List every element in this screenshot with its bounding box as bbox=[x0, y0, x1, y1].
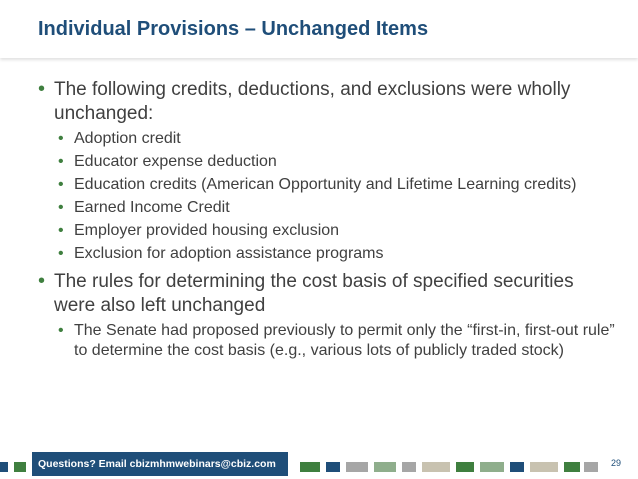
strip-square bbox=[510, 462, 524, 472]
bullet-level2 bbox=[58, 152, 618, 172]
bullet-level2 bbox=[58, 221, 618, 241]
bullet-text: Adoption credit bbox=[74, 130, 181, 147]
strip-square bbox=[564, 462, 580, 472]
strip-square bbox=[326, 462, 340, 472]
bullet-text: Earned Income Credit bbox=[74, 199, 230, 216]
strip-square bbox=[402, 462, 416, 472]
bullet-level2 bbox=[58, 129, 618, 149]
bullet-dot-icon: • bbox=[58, 176, 64, 193]
bullet-text: The Senate had proposed previously to permit only the “first-in, first-out rule” to determine the cost basis (e.g., various lots of publicly traded stock) bbox=[74, 322, 615, 359]
strip-square bbox=[422, 462, 450, 472]
bullet-dot-icon: • bbox=[58, 153, 64, 170]
slide-title: Individual Provisions – Unchanged Items bbox=[38, 18, 429, 40]
bullet-dot-icon: • bbox=[38, 270, 46, 292]
bullet-dot-icon: • bbox=[58, 199, 64, 216]
bullet-dot-icon: • bbox=[58, 245, 64, 262]
bullet-text: Employer provided housing exclusion bbox=[74, 222, 340, 239]
strip-square bbox=[584, 462, 598, 472]
bullet-dot-icon: • bbox=[58, 130, 64, 147]
strip-square bbox=[300, 462, 320, 472]
title-bar bbox=[0, 0, 638, 58]
bullet-level2 bbox=[58, 321, 618, 361]
strip-square bbox=[346, 462, 368, 472]
slide-content bbox=[38, 78, 618, 363]
bullet-text: Exclusion for adoption assistance programs bbox=[74, 245, 384, 262]
bullet-dot-icon: • bbox=[58, 322, 64, 339]
strip-square bbox=[0, 462, 8, 472]
strip-square bbox=[14, 462, 26, 472]
bullet-level1 bbox=[38, 270, 618, 318]
bullet-text: Education credits (American Opportunity and Lifetime Learning credits) bbox=[74, 176, 577, 193]
bullet-dot-icon: • bbox=[58, 222, 64, 239]
footer-contact-label: Questions? Email cbizmhmwebinars@cbiz.com bbox=[32, 452, 288, 476]
bullet-level1 bbox=[38, 78, 618, 126]
bullet-level2 bbox=[58, 175, 618, 195]
bullet-text: The following credits, deductions, and exclusions were wholly unchanged: bbox=[54, 79, 571, 124]
bullet-text: The rules for determining the cost basis of specified securities were also left unchanged bbox=[54, 271, 574, 316]
bullet-dot-icon: • bbox=[38, 78, 46, 100]
bullet-text: Educator expense deduction bbox=[74, 153, 277, 170]
bullet-level2 bbox=[58, 244, 618, 264]
strip-square bbox=[530, 462, 558, 472]
bullet-level2 bbox=[58, 198, 618, 218]
strip-square bbox=[374, 462, 396, 472]
page-number: 29 bbox=[604, 453, 628, 473]
strip-square bbox=[480, 462, 504, 472]
strip-square bbox=[456, 462, 474, 472]
